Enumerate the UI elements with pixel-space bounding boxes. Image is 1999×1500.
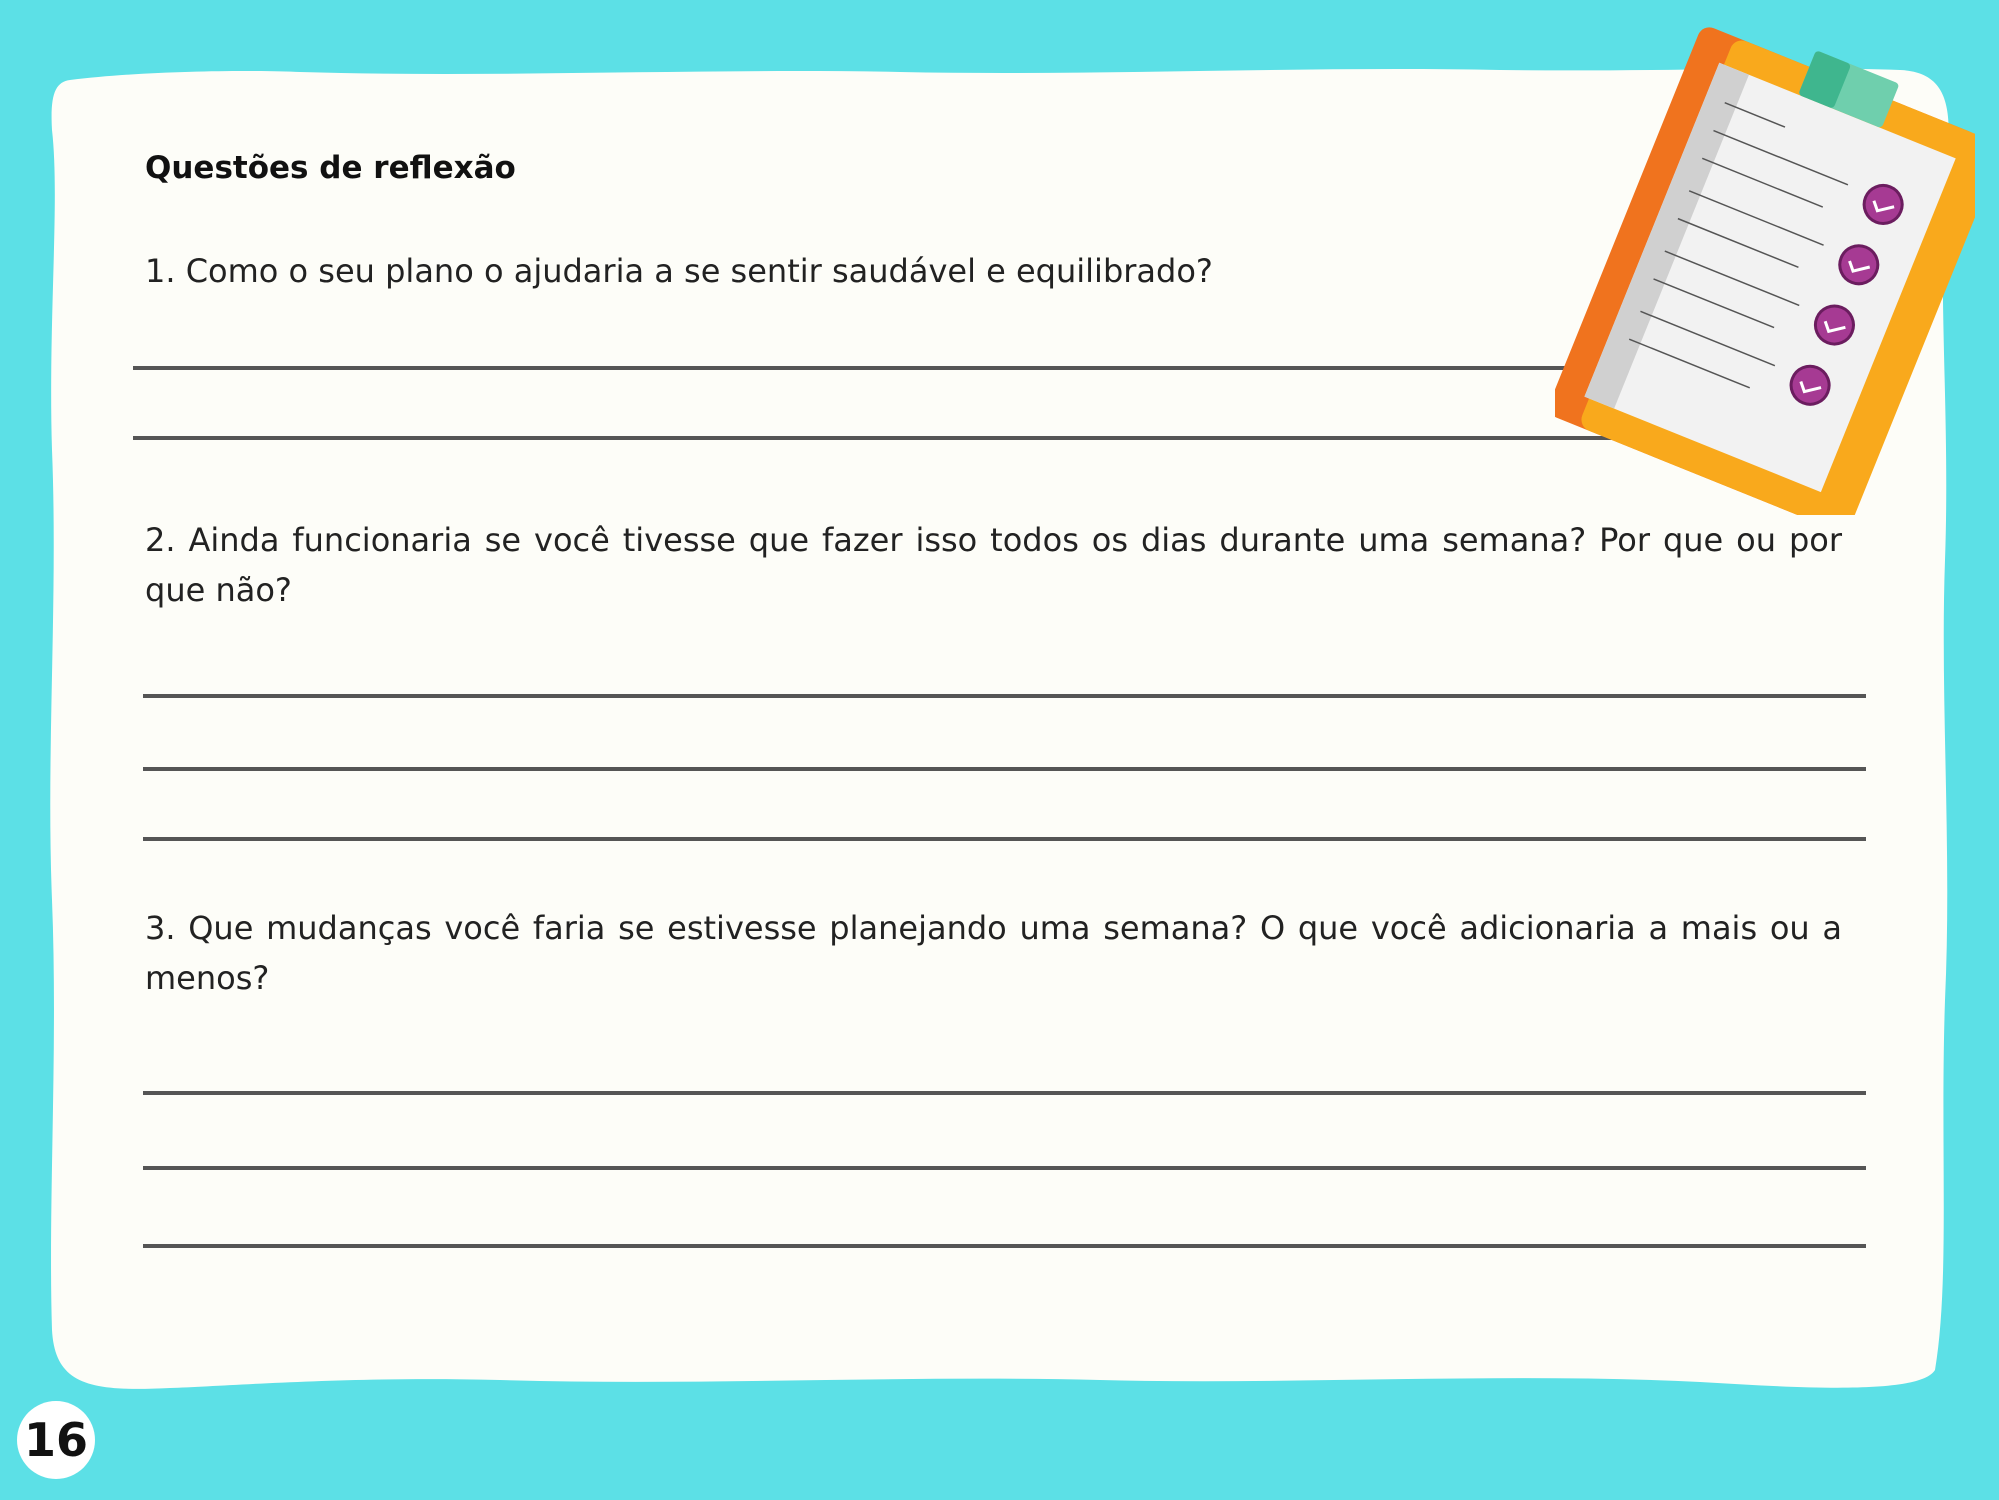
answer-line[interactable] <box>143 1244 1866 1248</box>
answer-line[interactable] <box>143 694 1866 698</box>
question-1: 1. Como o seu plano o ajudaria a se sentir saudável e equilibrado? <box>145 252 1213 290</box>
answer-line[interactable] <box>133 366 1660 370</box>
page-number-badge <box>17 1401 95 1479</box>
answer-line[interactable] <box>143 1166 1866 1170</box>
section-heading: Questões de reflexão <box>145 150 516 186</box>
answer-line[interactable] <box>143 837 1866 841</box>
clipboard-checklist-icon <box>1555 25 1975 515</box>
answer-line[interactable] <box>133 436 1660 440</box>
page-number: 16 <box>23 1413 88 1467</box>
answer-line[interactable] <box>143 767 1866 771</box>
question-2: 2. Ainda funcionaria se você tivesse que fazer isso todos os dias durante uma semana? Por que ou por que não? <box>145 521 1842 609</box>
answer-line[interactable] <box>143 1091 1866 1095</box>
question-3: 3. Que mudanças você faria se estivesse planejando uma semana? O que você adicionaria a mais ou a menos? <box>145 909 1842 997</box>
